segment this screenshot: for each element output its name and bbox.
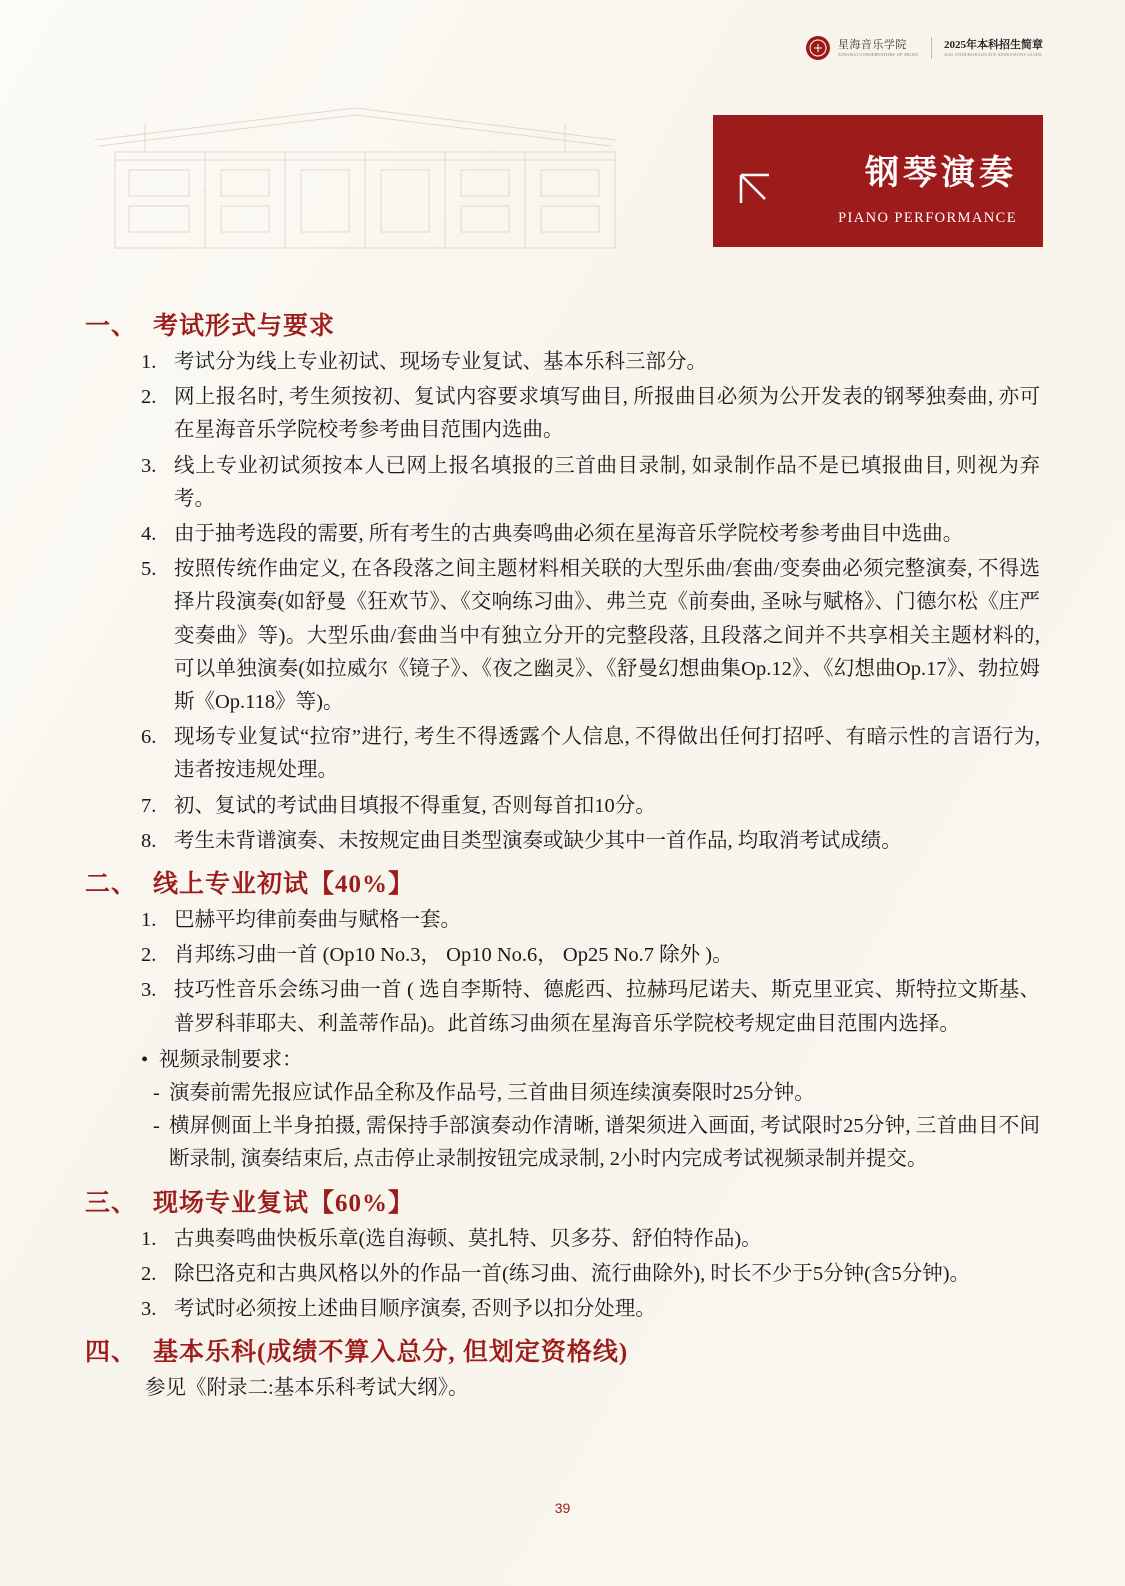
- item-marker: 3.: [141, 454, 157, 477]
- brand-header: [806, 36, 1043, 60]
- item-marker: 1.: [141, 1227, 157, 1250]
- section-heading-4: [85, 1332, 1040, 1368]
- section-title-1: 考试形式与要求: [153, 313, 336, 340]
- school-name: [838, 39, 919, 57]
- item-text: 按照传统作曲定义, 在各段落之间主题材料相关联的大型乐曲/套曲/变奏曲必须完整演奏, 不得选择片段演奏(如舒曼《狂欢节》、《交响练习曲》、弗兰克《前奏曲, 圣咏与赋格》、门德尔松《庄严变奏曲》等)。大型乐曲/套曲当中有独立分开的完整段落, 且段落之间并不共享相关主题材料的, 可以单独演奏(如拉威尔《镜子》、《夜之幽灵》、《舒曼幻想曲集Op.12》、《幻想曲Op.17》、勃拉姆斯《Op.118》等)。: [174, 558, 1040, 714]
- video-requirement-text: 演奏前需先报应试作品全称及作品号, 三首曲目须连续演奏限时25分钟。: [169, 1082, 815, 1105]
- section-title-2: 线上专业初试【40%】: [153, 871, 415, 899]
- item-marker: 2.: [141, 944, 157, 967]
- section-number-1: 一、: [85, 313, 138, 340]
- item-text: 技巧性音乐会练习曲一首 ( 选自李斯特、德彪西、拉赫玛尼诺夫、斯克里亚宾、斯特拉文斯基、普罗科菲耶夫、利盖蒂作品)。此首练习曲须在星海音乐学院校考规定曲目范围内选择。: [174, 979, 1040, 1035]
- brand-divider: [931, 37, 932, 59]
- section-heading-2: [85, 864, 1040, 900]
- section-4-text: 参见《附录二:基本乐科考试大纲》。: [145, 1377, 469, 1400]
- section-heading-3: [85, 1183, 1040, 1219]
- item-text: 线上专业初试须按本人已网上报名填报的三首曲目录制, 如录制作品不是已填报曲目, 则视为弃考。: [174, 454, 1040, 510]
- list-item: [141, 518, 1040, 551]
- section-3-list: [85, 1223, 1040, 1327]
- item-text: 考试分为线上专业初试、现场专业复试、基本乐科三部分。: [174, 351, 707, 373]
- list-item: [141, 1293, 1040, 1326]
- guide-name: [944, 39, 1043, 57]
- item-text: 考生未背谱演奏、未按规定曲目类型演奏或缺少其中一首作品, 均取消考试成绩。: [174, 829, 902, 852]
- item-marker: 4.: [141, 523, 157, 546]
- list-item: [141, 1258, 1040, 1291]
- list-item: [141, 904, 1040, 937]
- item-marker: 1.: [141, 351, 157, 373]
- list-item: [141, 553, 1040, 719]
- title-texts: [838, 145, 1017, 227]
- item-marker: 6.: [141, 726, 157, 749]
- list-item: [141, 721, 1040, 787]
- item-marker: 8.: [141, 829, 157, 852]
- section-heading-1: [85, 306, 1040, 342]
- video-requirement-text: 横屏侧面上半身拍摄, 需保持手部演奏动作清晰, 谱架须进入画面, 考试限时25分钟, 三首曲目不间断录制, 演奏结束后, 点击停止录制按钮完成录制, 2小时内完成考试视频录制并提交。: [169, 1115, 1040, 1171]
- list-item: [141, 381, 1040, 447]
- document-content: [85, 300, 1040, 1405]
- video-requirement-item: [85, 1110, 1040, 1176]
- section-title-4: 基本乐科(成绩不算入总分, 但划定资格线): [153, 1339, 629, 1367]
- list-item: [141, 939, 1040, 972]
- section-number-3: 三、: [85, 1189, 138, 1217]
- item-text: 网上报名时, 考生须按初、复试内容要求填写曲目, 所报曲目必须为公开发表的钢琴独奏曲, 亦可在星海音乐学院校考参考曲目范围内选曲。: [174, 386, 1040, 442]
- item-marker: 2.: [141, 1262, 157, 1285]
- item-text: 现场专业复试“拉帘”进行, 考生不得透露个人信息, 不得做出任何打招呼、有暗示性的言语行为, 违者按违规处理。: [174, 726, 1040, 782]
- section-title-plate: [713, 115, 1043, 247]
- video-requirement-item: [85, 1077, 1040, 1110]
- item-marker: 2.: [141, 386, 157, 409]
- dash-icon: -: [153, 1082, 160, 1105]
- item-marker: 5.: [141, 558, 157, 581]
- section-title-3: 现场专业复试【60%】: [153, 1189, 415, 1217]
- section-1-list: [85, 346, 1040, 858]
- section-number-2: 二、: [85, 871, 138, 899]
- item-text: 肖邦练习曲一首 (Op10 No.3， Op10 No.6， Op25 No.7 除外 )。: [174, 944, 733, 967]
- list-item: [141, 346, 1040, 379]
- guide-name-en: 2025 UNDERGRADUATE ADMISSIONS GUIDE: [944, 51, 1043, 57]
- bullet-icon: •: [141, 1048, 149, 1071]
- list-item: [141, 450, 1040, 516]
- guide-name-cn: 2025年本科招生简章: [944, 38, 1043, 51]
- arrow-icon: [735, 171, 783, 219]
- section-2-list: [85, 904, 1040, 1041]
- school-seal-icon: [806, 36, 830, 60]
- item-text: 古典奏鸣曲快板乐章(选自海顿、莫扎特、贝多芬、舒伯特作品)。: [174, 1227, 762, 1250]
- item-marker: 3.: [141, 979, 157, 1002]
- building-illustration: [85, 100, 645, 255]
- item-text: 由于抽考选段的需要, 所有考生的古典奏鸣曲必须在星海音乐学院校考参考曲目中选曲。: [174, 523, 964, 546]
- major-title-en: PIANO PERFORMANCE: [838, 210, 1017, 226]
- list-item: [141, 790, 1040, 823]
- item-marker: 1.: [141, 909, 157, 932]
- item-text: 初、复试的考试曲目填报不得重复, 否则每首扣10分。: [174, 794, 656, 817]
- school-name-cn: 星海音乐学院: [837, 39, 907, 52]
- list-item: [141, 974, 1040, 1040]
- school-name-en: XINGHAI CONSERVATORY OF MUSIC: [837, 51, 919, 57]
- item-text: 考试时必须按上述曲目顺序演奏, 否则予以扣分处理。: [174, 1298, 656, 1321]
- major-title-cn: 钢琴演奏: [865, 155, 1017, 192]
- item-text: 除巴洛克和古典风格以外的作品一首(练习曲、流行曲除外), 时长不少于5分钟(含5分钟)。: [174, 1262, 971, 1285]
- page-number: 39: [554, 1500, 571, 1516]
- list-item: [141, 1223, 1040, 1256]
- item-text: 巴赫平均律前奏曲与赋格一套。: [174, 909, 461, 932]
- dash-icon: -: [153, 1115, 160, 1138]
- video-requirement-heading: [85, 1044, 1040, 1077]
- video-requirement-label: 视频录制要求：: [159, 1048, 303, 1071]
- item-marker: 3.: [141, 1298, 157, 1321]
- section-number-4: 四、: [85, 1339, 138, 1367]
- item-marker: 7.: [141, 794, 157, 817]
- list-item: [141, 825, 1040, 858]
